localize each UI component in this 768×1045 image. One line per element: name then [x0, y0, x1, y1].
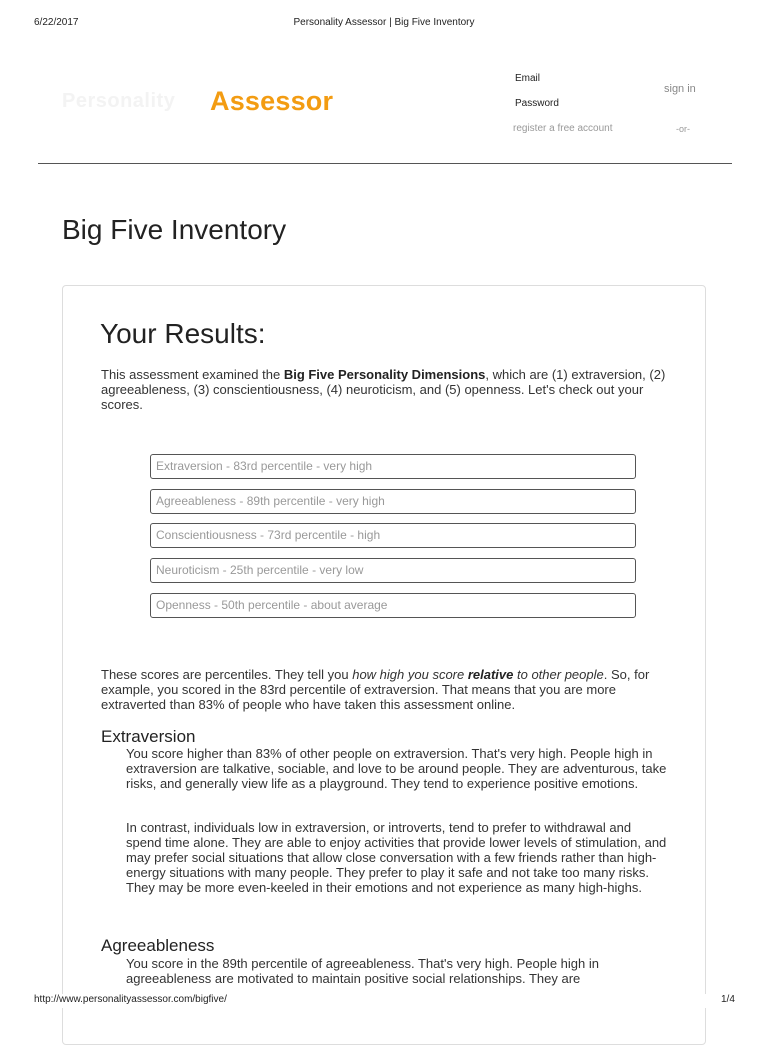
results-intro: [101, 367, 681, 412]
print-title: Personality Assessor | Big Five Inventory: [293, 17, 475, 28]
logo-faded-text: Personality: [62, 90, 176, 112]
login-panel: [0, 0, 768, 140]
sign-in-button[interactable]: sign in: [664, 83, 696, 95]
agreeableness-paragraph-1: You score in the 89th percentile of agreeableness. That's very high. People high in agreeableness are motivated to maintain positive social relationships. They are: [126, 956, 599, 986]
score-conscientiousness[interactable]: Conscientiousness - 73rd percentile - high: [150, 523, 636, 548]
explain-italic-end: to other people: [513, 667, 604, 682]
password-label: Password: [515, 98, 559, 109]
print-page-number: 1/4: [721, 994, 735, 1005]
intro-text-end: , which are (1) extraversion, (2) agreeableness, (3) conscientiousness, (4) neuroticism, and (5) openness. Let's check out your scores.: [101, 367, 666, 412]
print-footer: [0, 994, 768, 1008]
score-agreeableness[interactable]: Agreeableness - 89th percentile - very high: [150, 489, 636, 514]
header-divider: [38, 163, 732, 164]
explain-bold-italic: relative: [467, 667, 514, 682]
percentile-explanation: [101, 667, 671, 712]
logo-text: Assessor: [210, 86, 334, 116]
extraversion-paragraph-1: You score higher than 83% of other people on extraversion. That's very high. People high in extraversion are talkative, sociable, and love to be around people. They are adventurous, take risks, and generally view life as a playground. They tend to experience positive emotions.: [126, 746, 667, 791]
score-extraversion[interactable]: Extraversion - 83rd percentile - very high: [150, 454, 636, 479]
explain-text-end: . So, for example, you scored in the 83rd percentile of extraversion. That means that you are more extraverted than 83% of people who have taken this assessment online.: [101, 667, 650, 712]
print-url: http://www.personalityassessor.com/bigfive/: [34, 994, 227, 1005]
or-separator: -or-: [676, 124, 690, 134]
explain-text: These scores are percentiles. They tell you: [101, 667, 353, 682]
agreeableness-heading: Agreeableness: [101, 936, 215, 955]
extraversion-paragraph-2: In contrast, individuals low in extraversion, or introverts, tend to prefer to withdrawal and spend time alone. They are able to enjoy activities that provide lower levels of stimulation, and may prefer social situations that allow close conversation with a few friends rather than high-energy situations with many people. They prefer to play it safe and not take too many risks. They may be more even-keeled in their emotions and not experience as many high-highs.: [126, 820, 667, 895]
explain-italic: how high you score: [352, 667, 468, 682]
intro-text: This assessment examined the: [101, 367, 284, 382]
score-list: [150, 454, 638, 627]
print-date: 6/22/2017: [34, 17, 79, 28]
extraversion-heading: Extraversion: [101, 727, 196, 746]
score-openness[interactable]: Openness - 50th percentile - about average: [150, 593, 636, 618]
intro-bold: Big Five Personality Dimensions: [283, 367, 486, 382]
email-label: Email: [515, 73, 541, 84]
page-title: Big Five Inventory: [62, 214, 287, 245]
results-title: Your Results:: [100, 318, 266, 349]
score-neuroticism[interactable]: Neuroticism - 25th percentile - very low: [150, 558, 636, 583]
register-link[interactable]: register a free account: [513, 123, 613, 134]
